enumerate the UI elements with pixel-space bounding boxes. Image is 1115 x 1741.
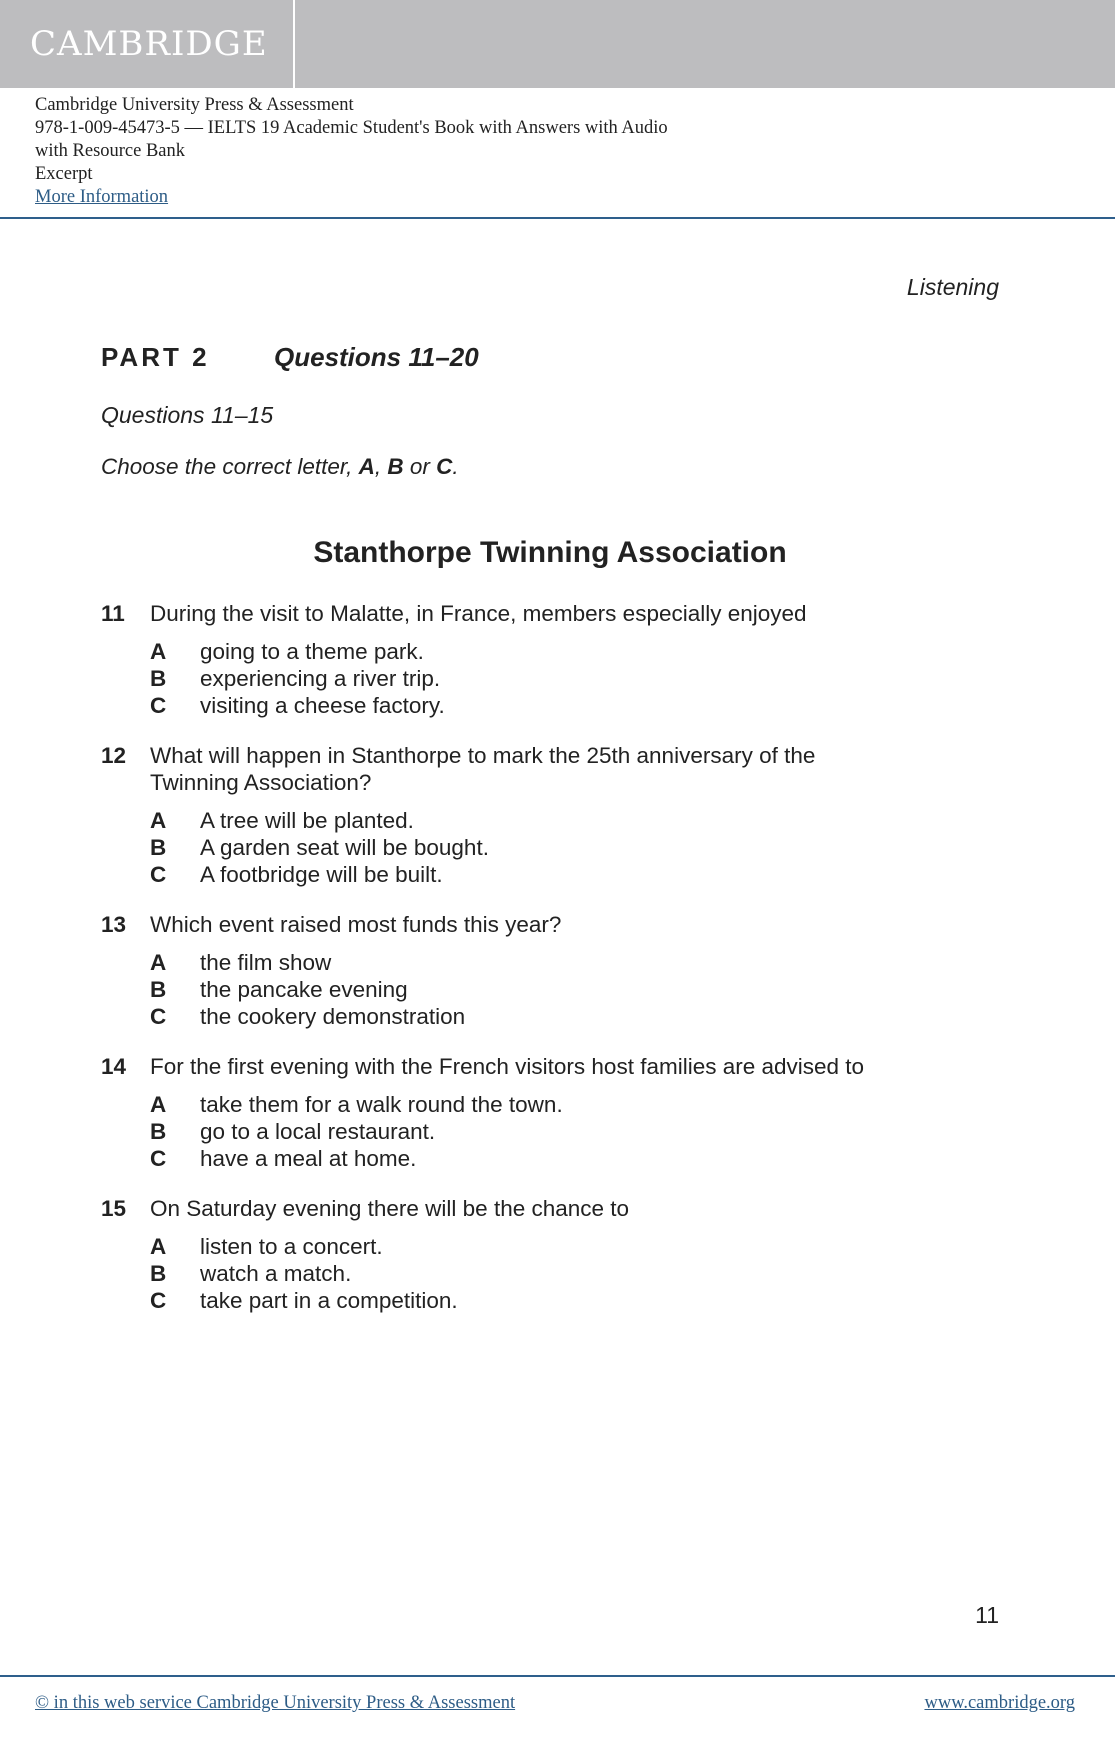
question-14 [101, 1053, 941, 1172]
header-rule [0, 217, 1115, 219]
question-15 [101, 1195, 941, 1314]
option-b: B A garden seat will be bought. [150, 835, 489, 860]
question-text: During the visit to Malatte, in France, members especially enjoyed [150, 601, 807, 626]
more-information-link[interactable]: More Information [35, 187, 169, 207]
question-text: On Saturday evening there will be the chance to [150, 1196, 630, 1221]
instruction: Choose the correct letter, A, B or C. [101, 454, 459, 479]
option-c: C have a meal at home. [150, 1146, 417, 1171]
question-text: What will happen in Stanthorpe to mark the 25th anniversary of the Twinning Association? [150, 743, 816, 795]
option-c: C the cookery demonstration [150, 1004, 466, 1029]
question-12 [101, 742, 941, 888]
excerpt-label: Excerpt [35, 164, 93, 184]
part-questions-range: Questions 11–20 [274, 342, 479, 372]
isbn-title-line2: with Resource Bank [35, 141, 186, 161]
question-number: 13 [101, 912, 127, 937]
header-band [0, 0, 1115, 88]
sub-question-range: Questions 11–15 [101, 402, 274, 428]
option-a: A listen to a concert. [150, 1234, 383, 1259]
question-number: 12 [101, 743, 127, 768]
copyright-link[interactable]: © in this web service Cambridge University Press & Assessment [35, 1693, 516, 1713]
footer-rule [0, 1675, 1115, 1677]
option-c: C visiting a cheese factory. [150, 693, 445, 718]
section-label: Listening [906, 274, 999, 300]
question-11 [101, 600, 941, 719]
option-a: A take them for a walk round the town. [150, 1092, 563, 1117]
option-c: C A footbridge will be built. [150, 862, 443, 887]
option-b: B watch a match. [150, 1261, 352, 1286]
part-label: PART 2 [101, 342, 210, 372]
question-text: For the first evening with the French visitors host families are advised to [150, 1054, 865, 1079]
question-number: 11 [101, 601, 125, 626]
book-meta [35, 94, 795, 209]
cambridge-logo: CAMBRIDGE [30, 24, 268, 64]
isbn-title-line1: 978-1-009-45473-5 — IELTS 19 Academic Student's Book with Answers with Audio [35, 118, 668, 138]
question-number: 14 [101, 1054, 127, 1079]
question-text: Which event raised most funds this year? [150, 912, 562, 937]
question-13 [101, 911, 941, 1030]
question-number: 15 [101, 1196, 127, 1221]
option-a: A A tree will be planted. [150, 808, 414, 833]
option-b: B experiencing a river trip. [150, 666, 441, 691]
option-c: C take part in a competition. [150, 1288, 458, 1313]
option-b: B the pancake evening [150, 977, 408, 1002]
question-list [101, 600, 941, 1337]
option-a: A the film show [150, 950, 332, 975]
website-link[interactable]: www.cambridge.org [924, 1693, 1075, 1713]
publisher-name: Cambridge University Press & Assessment [35, 95, 354, 115]
page-number: 11 [975, 1602, 999, 1628]
option-b: B go to a local restaurant. [150, 1119, 436, 1144]
part-heading [101, 342, 479, 373]
passage-title: Stanthorpe Twinning Association [313, 536, 787, 569]
option-a: A going to a theme park. [150, 639, 424, 664]
header-divider [293, 0, 295, 88]
